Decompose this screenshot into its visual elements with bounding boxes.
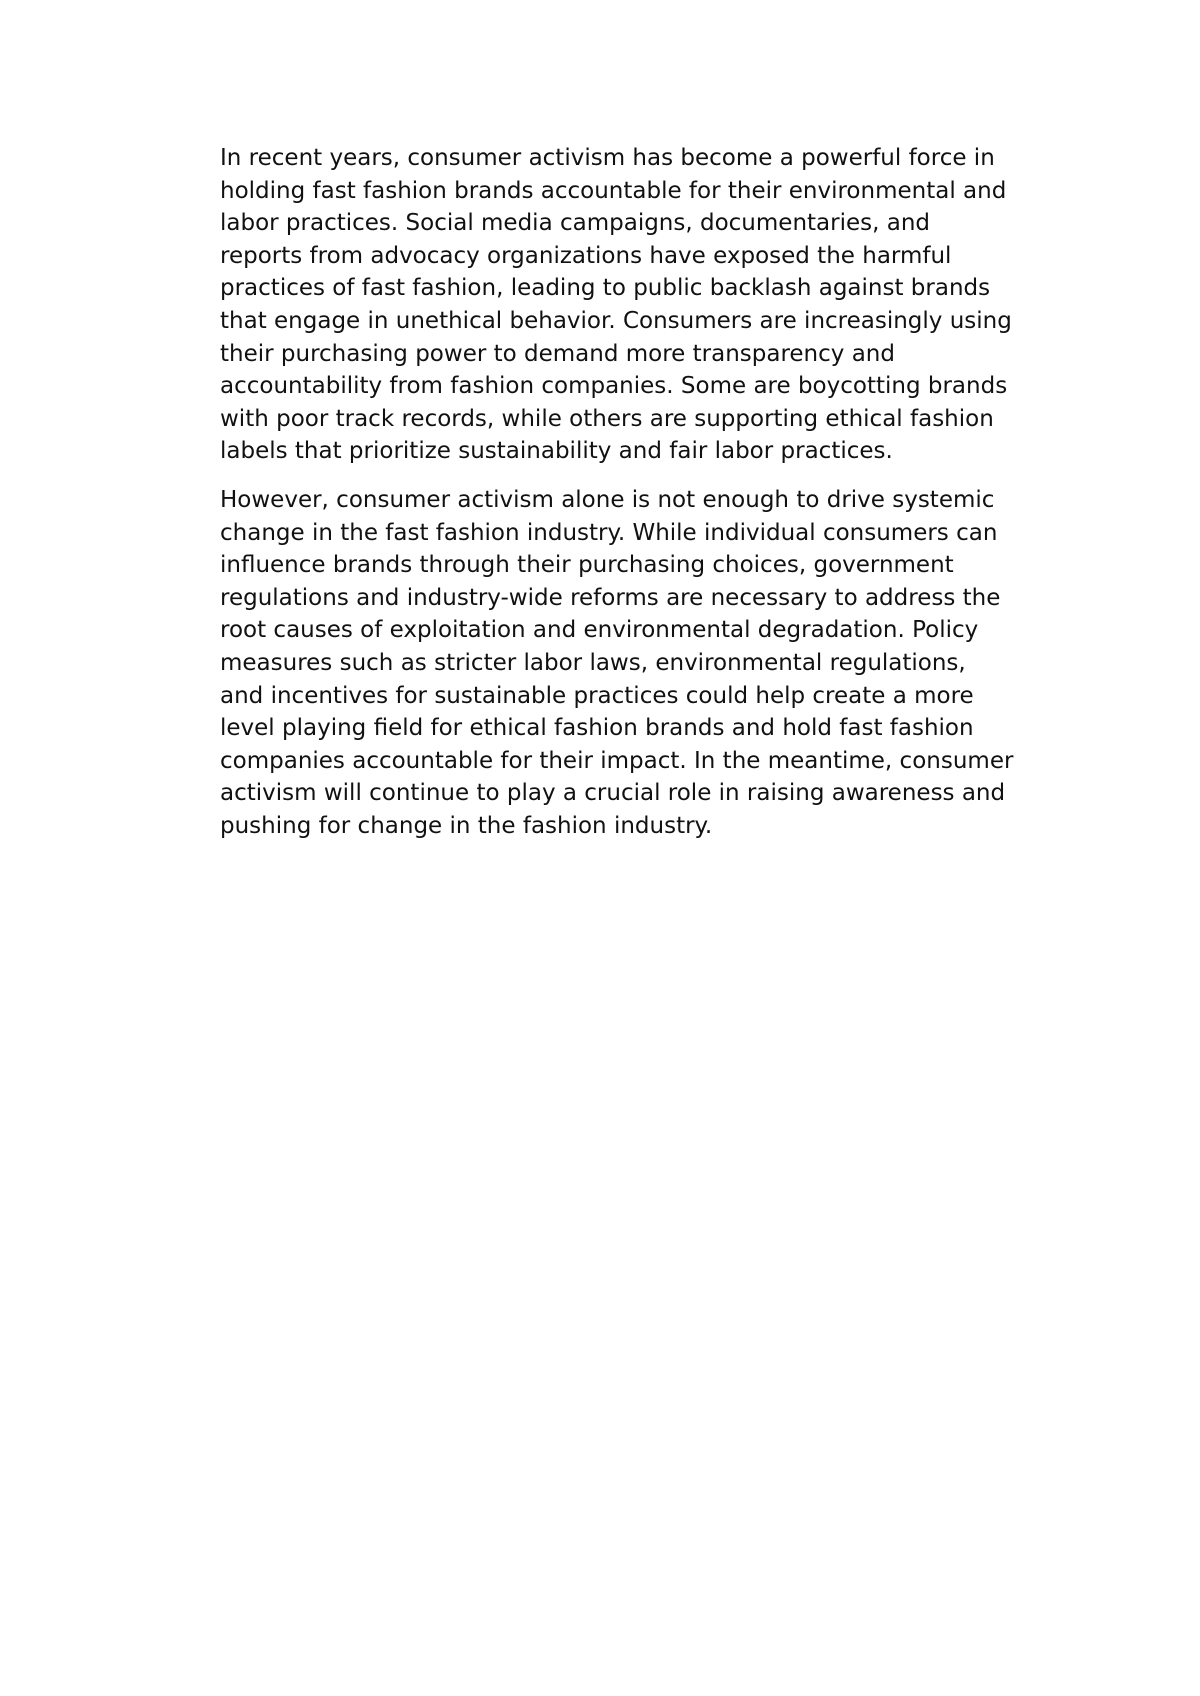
text-line: holding fast fashion brands accountable for their environmental and xyxy=(220,177,1007,204)
text-line: labels that prioritize sustainability and fair labor practices. xyxy=(220,438,893,465)
body-text xyxy=(220,142,1080,858)
text-line: companies accountable for their impact. In the meantime, consumer xyxy=(220,747,1014,774)
text-line: reports from advocacy organizations have exposed the harmful xyxy=(220,242,952,269)
text-line: In recent years, consumer activism has become a powerful force in xyxy=(220,145,995,171)
text-line: with poor track records, while others are supporting ethical fashion xyxy=(220,405,994,432)
text-line: labor practices. Social media campaigns, documentaries, and xyxy=(220,210,931,237)
text-line: practices of fast fashion, leading to public backlash against brands xyxy=(220,275,991,302)
text-line: measures such as stricter labor laws, environmental regulations, xyxy=(220,649,966,676)
text-line: and incentives for sustainable practices could help create a more xyxy=(220,682,974,709)
text-line: that engage in unethical behavior. Consumers are increasingly using xyxy=(220,307,1012,334)
text-line: accountability from fashion companies. Some are boycotting brands xyxy=(220,373,1008,400)
text-line: root causes of exploitation and environmental degradation. Policy xyxy=(220,617,979,644)
text-line: change in the fast fashion industry. While individual consumers can xyxy=(220,519,998,546)
paragraph-2 xyxy=(220,484,1080,843)
paragraph-1 xyxy=(220,142,1080,468)
text-line: pushing for change in the fashion industry. xyxy=(220,812,713,839)
text-line: However, consumer activism alone is not enough to drive systemic xyxy=(220,486,995,513)
text-line: their purchasing power to demand more transparency and xyxy=(220,340,895,367)
text-line: regulations and industry-wide reforms are necessary to address the xyxy=(220,584,1001,611)
text-line: level playing field for ethical fashion brands and hold fast fashion xyxy=(220,715,974,742)
text-line: influence brands through their purchasing choices, government xyxy=(220,552,954,579)
text-line: activism will continue to play a crucial role in raising awareness and xyxy=(220,780,1006,807)
